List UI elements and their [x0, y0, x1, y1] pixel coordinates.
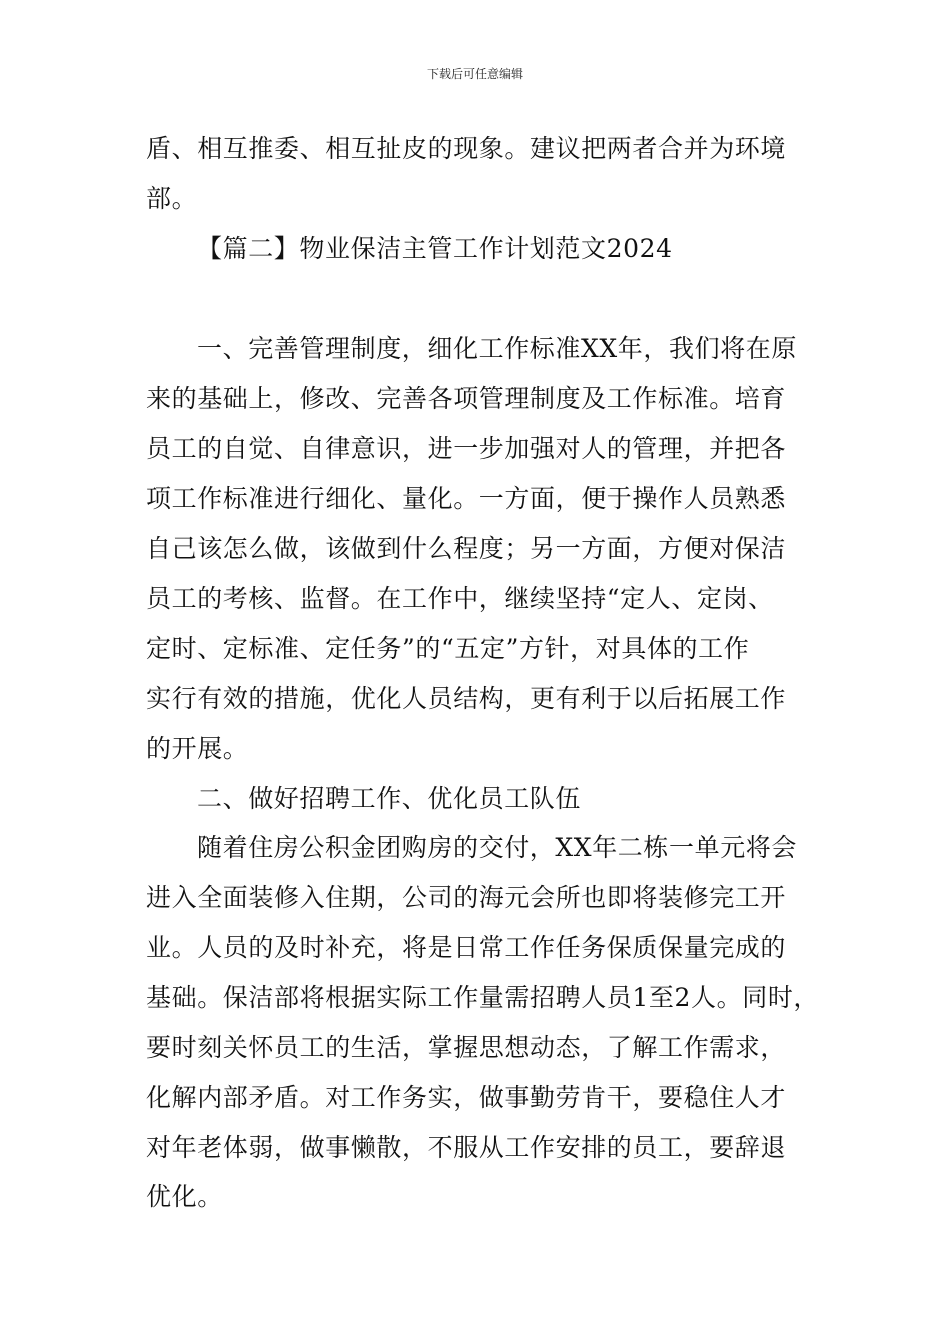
paragraph-line: 的开展。 [146, 734, 249, 763]
paragraph-line: 化解内部矛盾。对工作务实，做事勤劳肯干，要稳住人才 [146, 1083, 787, 1112]
paragraph-line: 业。人员的及时补充，将是日常工作任务保质保量完成的 [146, 933, 787, 962]
paragraph-line: 进入全面装修入住期，公司的海元会所也即将装修完工开 [146, 883, 787, 912]
paragraph-line: 优化。 [146, 1182, 223, 1211]
paragraph-line: 自己该怎么做，该做到什么程度；另一方面，方便对保洁 [146, 534, 787, 563]
paragraph-line: 定时、定标准、定任务”的“五定”方针，对具体的工作 [146, 634, 750, 663]
paragraph-line: 来的基础上，修改、完善各项管理制度及工作标准。培育 [146, 384, 787, 413]
paragraph-line: 员工的考核、监督。在工作中，继续坚持“定人、定岗、 [146, 584, 774, 613]
text-line: 部。 [146, 184, 198, 213]
paragraph-line: 要时刻关怀员工的生活，掌握思想动态，了解工作需求， [146, 1033, 787, 1062]
page-header: 下载后可任意编辑 [426, 67, 523, 81]
subheading: 二、做好招聘工作、优化员工队伍 [197, 784, 582, 813]
paragraph-line: 基础。保洁部将根据实际工作量需招聘人员1至2人。同时， [146, 983, 820, 1012]
paragraph-line: 对年老体弱，做事懒散，不服从工作安排的员工，要辞退 [146, 1133, 787, 1162]
paragraph-line: 随着住房公积金团购房的交付，XX年二栋一单元将会 [197, 833, 797, 862]
paragraph-line: 实行有效的措施，优化人员结构，更有利于以后拓展工作 [146, 684, 787, 713]
paragraph-line: 项工作标准进行细化、量化。一方面，便于操作人员熟悉 [146, 484, 787, 513]
section-title: 【篇二】物业保洁主管工作计划范文2024 [197, 234, 673, 263]
paragraph-line: 一、完善管理制度，细化工作标准XX年，我们将在原 [197, 334, 797, 363]
text-line: 盾、相互推委、相互扯皮的现象。建议把两者合并为环境 [146, 134, 787, 163]
paragraph-line: 员工的自觉、自律意识，进一步加强对人的管理，并把各 [146, 434, 787, 463]
